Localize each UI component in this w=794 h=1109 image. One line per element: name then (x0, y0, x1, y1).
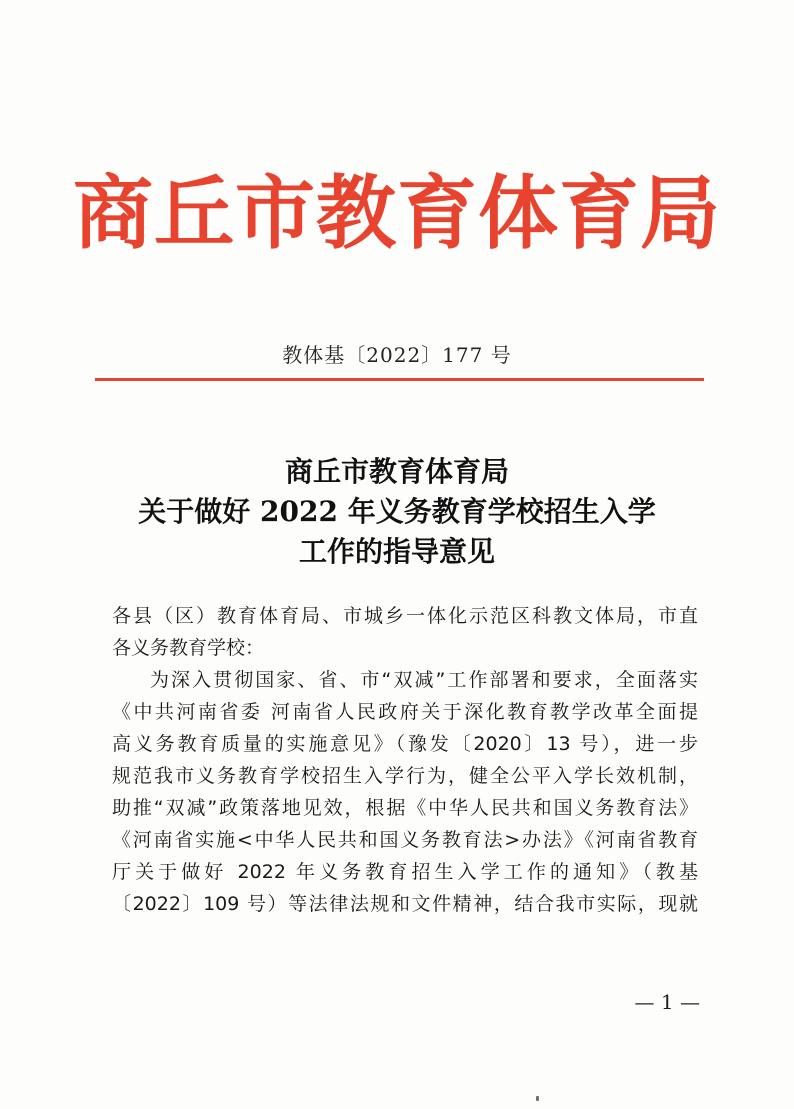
body-line: 《中共河南省委 河南省人民政府关于深化教育教学改革全面提 (112, 701, 698, 723)
page-number: — 1 — (634, 990, 700, 1014)
body-line: 各县（区）教育体育局、市城乡一体化示范区科教文体局，市直 (112, 605, 698, 627)
title-line-3: 工作的指导意见 (298, 535, 495, 568)
body-line: 规范我市义务教育学校招生入学行为，健全公平入学长效机制， (112, 765, 698, 787)
title-line-2: 关于做好 2022 年义务教育学校招生入学 (138, 495, 656, 528)
body-line: 〔2022〕109 号）等法律法规和文件精神，结合我市实际，现就 (112, 893, 698, 915)
title-line-1: 商丘市教育体育局 (284, 455, 509, 488)
scan-speck (536, 1096, 539, 1101)
red-divider-line (95, 378, 704, 381)
body-line: 各义务教育学校： (112, 637, 265, 659)
document-body (112, 600, 698, 920)
document-number: 教体基〔2022〕177 号 (282, 343, 512, 367)
body-line: 为深入贯彻国家、省、市“双减”工作部署和要求，全面落实 (150, 669, 698, 691)
document-title (0, 452, 794, 572)
body-line: 厅关于做好 2022 年义务教育招生入学工作的通知》（教基 (112, 861, 698, 883)
masthead-agency-name: 商丘市教育体育局 (73, 166, 721, 260)
body-line: 《河南省实施<中华人民共和国义务教育法>办法》《河南省教育 (112, 829, 698, 851)
body-line: 助推“双减”政策落地见效，根据《中华人民共和国义务教育法》 (112, 797, 698, 819)
body-line: 高义务教育质量的实施意见》（豫发〔2020〕13 号），进一步 (112, 733, 698, 755)
